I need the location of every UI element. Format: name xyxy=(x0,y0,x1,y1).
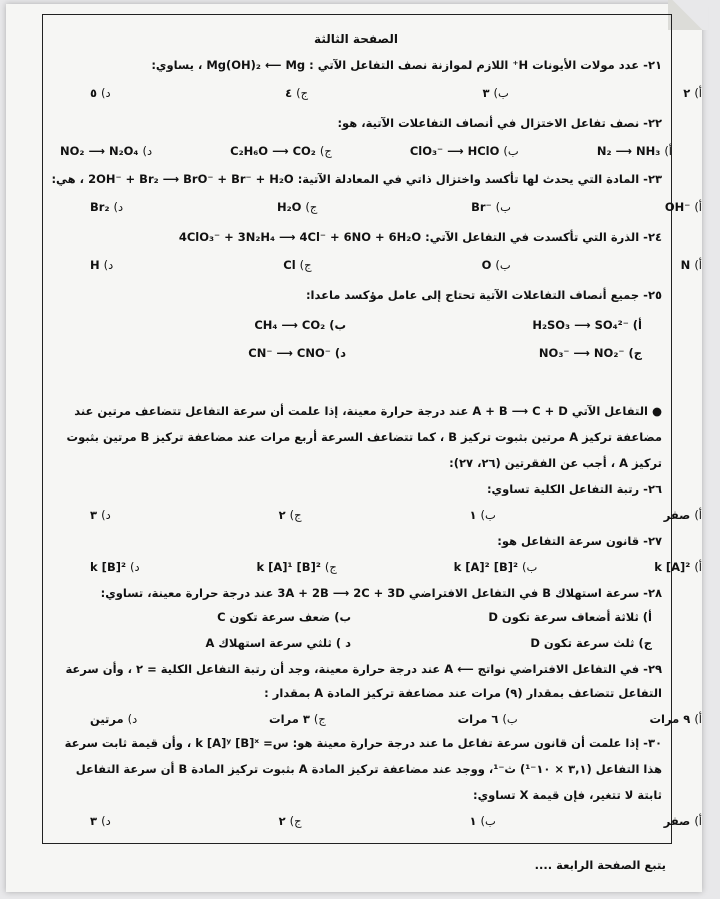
option-b[interactable]: ب) k [A]² [B]² xyxy=(453,560,538,574)
question-25-options-row2 xyxy=(50,344,662,362)
question-29-line-2: التفاعل تتضاعف بمقدار (٩) مرات عند مضاعفة تركيز المادة A بمقدار : xyxy=(264,686,662,700)
option-a[interactable]: أ) N₂ ⟶ NH₃ xyxy=(596,144,672,158)
question-23-tail: ، هي: xyxy=(51,172,85,186)
option-c[interactable]: ج) ٣ مرات xyxy=(269,712,326,726)
option-c[interactable]: ج) ٢ xyxy=(278,508,302,522)
question-27-options xyxy=(50,558,720,576)
question-30-line-3: ثابتة لا تتغير، فإن قيمة X تساوي: xyxy=(472,788,662,802)
option-d[interactable]: د) ٣ xyxy=(90,814,111,828)
question-21-equation: Mg(OH)₂ ⟵ Mg xyxy=(206,58,306,72)
option-d[interactable]: د) NO₂ ⟶ N₂O₄ xyxy=(60,144,153,158)
option-a[interactable]: أ) N xyxy=(680,258,702,272)
question-21-tail: ، يساوي: xyxy=(151,58,203,72)
option-b[interactable]: ب) O xyxy=(481,258,511,272)
option-d[interactable]: د) مرتين xyxy=(90,712,138,726)
passage-line-3: تركيز A ، أجب عن الفقرتين (٢٦، ٢٧): xyxy=(449,456,662,470)
option-c[interactable]: ج) k [A]¹ [B]² xyxy=(256,560,337,574)
option-b[interactable]: ب) ضعف سرعة تكون C xyxy=(217,610,351,624)
option-a[interactable]: أ) ثلاثة أضعاف سرعة تكون D xyxy=(488,610,652,624)
option-b[interactable]: ب) ١ xyxy=(469,814,496,828)
question-24-text: ٢٤- الذرة التي تأكسدت في التفاعل الآتي: xyxy=(425,230,662,244)
question-22-options xyxy=(50,142,672,160)
option-c[interactable]: ج) ثلث سرعة تكون D xyxy=(530,636,652,650)
page-curl xyxy=(668,0,708,30)
question-30-options xyxy=(50,812,720,830)
option-a[interactable]: أ) ٩ مرات xyxy=(649,712,702,726)
question-30-line-1: ٣٠- إذا علمت أن قانون سرعة تفاعل ما عند درجة حرارة معينة هو: س= k [A]ʸ [B]ˣ ، وأن قيمة ثابت سرعة xyxy=(64,736,662,750)
question-29-options xyxy=(50,710,720,728)
option-d[interactable]: د) ٥ xyxy=(90,86,111,100)
option-d[interactable]: د) Br₂ xyxy=(90,200,124,214)
question-23-text: ٢٣- المادة التي يحدث لها تأكسد واختزال ذاتي في المعادلة الآتية: xyxy=(297,172,662,186)
question-28-options-row2 xyxy=(50,634,662,652)
question-23-equation: 2OH⁻ + Br₂ ⟶ BrO⁻ + Br⁻ + H₂O xyxy=(88,172,294,186)
question-28-equation: 3A + 2B ⟶ 2C + 3D xyxy=(277,586,405,600)
option-d[interactable]: د ) ثلثي سرعة استهلاك A xyxy=(205,636,351,650)
question-23-options xyxy=(50,198,720,216)
question-24 xyxy=(50,228,662,246)
option-b[interactable]: ب) CH₄ ⟶ CO₂ xyxy=(254,318,346,332)
question-25: ٢٥- جميع أنصاف التفاعلات الآتية تحتاج إلى عامل مؤكسد ماعدا: xyxy=(305,288,662,302)
question-24-equation: 4ClO₃⁻ + 3N₂H₄ ⟶ 4Cl⁻ + 6NO + 6H₂O xyxy=(178,230,422,244)
option-a[interactable]: أ) H₂SO₃ ⟶ SO₄²⁻ xyxy=(532,318,642,332)
question-24-options xyxy=(50,256,720,274)
exam-page xyxy=(6,4,702,892)
option-b[interactable]: ب) ٣ xyxy=(482,86,509,100)
option-a[interactable]: أ) صفر xyxy=(663,814,702,828)
passage-equation: A + B ⟶ C + D xyxy=(472,404,568,418)
question-25-options-row1 xyxy=(50,316,662,334)
option-b[interactable]: ب) ClO₃⁻ ⟶ HClO xyxy=(409,144,519,158)
question-21-options xyxy=(50,84,720,102)
option-c[interactable]: ج) H₂O xyxy=(276,200,318,214)
option-c[interactable]: ج) C₂H₆O ⟶ CO₂ xyxy=(230,144,332,158)
question-26: ٢٦- رتبة التفاعل الكلية تساوي: xyxy=(486,482,662,496)
question-27: ٢٧- قانون سرعة التفاعل هو: xyxy=(497,534,662,548)
option-a[interactable]: أ) OH⁻ xyxy=(664,200,702,214)
option-d[interactable]: د) H xyxy=(90,258,114,272)
passage-line-1: ● التفاعل الآتي A + B ⟶ C + D عند درجة حرارة معينة، إذا علمت أن سرعة التفاعل تتضاعف مرتين عند xyxy=(74,404,662,418)
question-28: ٢٨- سرعة استهلاك B في التفاعل الافتراضي 3A + 2B ⟶ 2C + 3D عند درجة حرارة معينة، تساوي: xyxy=(100,586,662,600)
question-21-text: ٢١- عدد مولات الأيونات H⁺ اللازم لموازنة نصف التفاعل الآتي : xyxy=(309,58,662,72)
passage-line-2: مضاعفة تركيز A مرتين بثبوت تركيز B ، كما تتضاعف السرعة أربع مرات عند مضاعفة تركيز B مرتين بثبوت xyxy=(66,430,662,444)
option-c[interactable]: ج) NO₃⁻ ⟶ NO₂⁻ xyxy=(538,346,642,360)
question-23 xyxy=(50,170,662,188)
page-title: الصفحة الثالثة xyxy=(314,32,398,46)
footer-continue: يتبع الصفحة الرابعة .... xyxy=(534,858,666,872)
option-c[interactable]: ج) ٤ xyxy=(285,86,309,100)
question-30-line-2: هذا التفاعل (٣,١ × ١٠⁻¹) ث⁻¹، ووجد عند مضاعفة تركيز المادة A بثبوت تركيز المادة B أن سرعة التفاعل xyxy=(75,762,662,776)
option-b[interactable]: ب) Br⁻ xyxy=(471,200,511,214)
option-a[interactable]: أ) ٢ xyxy=(683,86,702,100)
option-c[interactable]: ج) Cl xyxy=(283,258,312,272)
question-21 xyxy=(50,56,662,74)
question-29-line-1: ٢٩- في التفاعل الافتراضي نواتج ⟵ A عند درجة حرارة معينة، وجد أن رتبة التفاعل الكلية = ٢ ، وأن سرعة xyxy=(65,662,662,676)
question-22: ٢٢- نصف تفاعل الاختزال في أنصاف التفاعلات الآتية، هو: xyxy=(337,116,662,130)
question-26-options xyxy=(50,506,720,524)
option-d[interactable]: د) ٣ xyxy=(90,508,111,522)
option-a[interactable]: أ) k [A]² xyxy=(654,560,702,574)
option-c[interactable]: ج) ٢ xyxy=(278,814,302,828)
option-d[interactable]: د) CN⁻ ⟶ CNO⁻ xyxy=(248,346,346,360)
option-a[interactable]: أ) صفر xyxy=(663,508,702,522)
option-b[interactable]: ب) ٦ مرات xyxy=(457,712,518,726)
option-d[interactable]: د) k [B]² xyxy=(90,560,140,574)
option-b[interactable]: ب) ١ xyxy=(469,508,496,522)
question-28-options-row1 xyxy=(50,608,662,626)
